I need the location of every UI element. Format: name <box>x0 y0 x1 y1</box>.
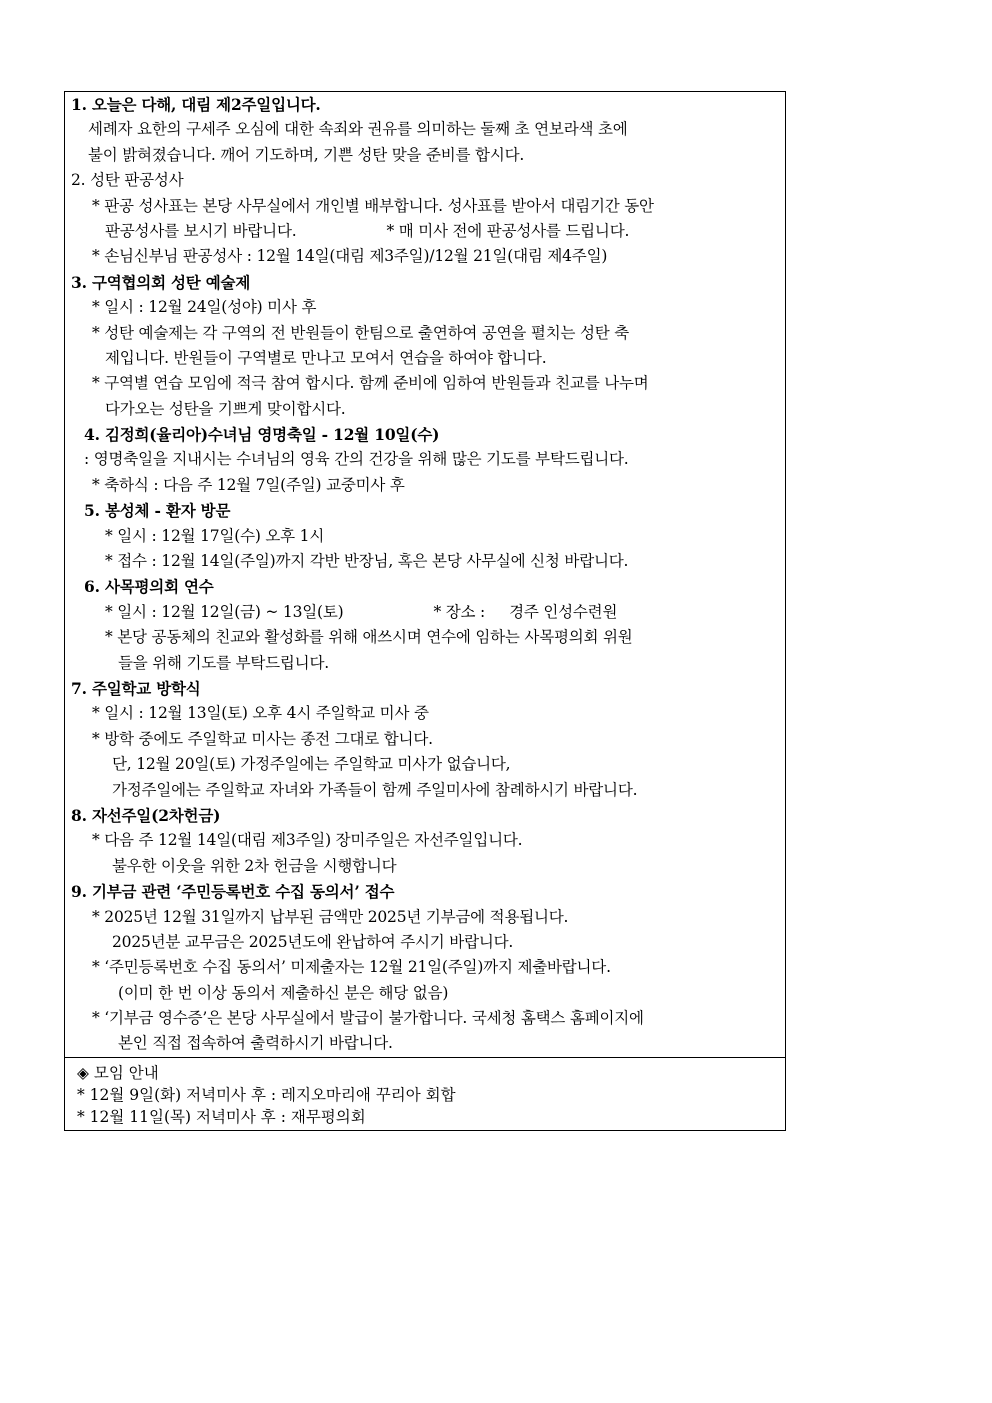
section-1-line-1: 세례자 요한의 구세주 오심에 대한 속죄와 권유를 의미하는 둘째 초 연보라색 초에 <box>88 120 628 139</box>
section-9-line-1: * 2025년 12월 31일까지 납부된 금액만 2025년 기부금에 적용됩니다. <box>92 907 569 926</box>
announcements <box>65 92 785 1058</box>
section-2-line-2 <box>71 219 777 244</box>
section-6-date: * 일시 : 12월 12일(금) ~ 13일(토) <box>105 602 344 621</box>
section-9-line-6: 본인 직접 접속하여 출력하시기 바랍니다. <box>118 1034 393 1053</box>
section-7-line-1: * 일시 : 12월 13일(토) 오후 4시 주일학교 미사 중 <box>92 704 429 723</box>
section-6-line-2: * 본당 공동체의 친교와 활성화를 위해 애쓰시며 연수에 임하는 사목평의회 위원 <box>105 628 633 647</box>
notice-box <box>64 91 786 1131</box>
section-3-line-4: * 구역별 연습 모임에 적극 참여 합시다. 함께 준비에 임하여 반원들과 친교를 나누며 <box>92 374 649 393</box>
section-6-place: 경주 인성수련원 <box>509 602 618 621</box>
meeting-item: * 12월 11일(목) 저녁미사 후 : 재무평의회 <box>77 1107 366 1126</box>
section-2-title: 2. 성탄 판공성사 <box>71 171 184 190</box>
section-2-line-3: * 손님신부님 판공성사 : 12월 14일(대림 제3주일)/12월 21일(대림 제4주일) <box>92 247 608 266</box>
section-6-title: 6. 사목평의회 연수 <box>84 577 214 597</box>
section-9-line-3: * ‘주민등록번호 수집 동의서’ 미제출자는 12월 21일(주일)까지 제출바랍니다. <box>92 958 611 977</box>
section-9-line-5: * ‘기부금 영수증’은 본당 사무실에서 발급이 불가합니다. 국세청 홈택스 홈페이지에 <box>92 1009 644 1028</box>
section-3-line-5: 다가오는 성탄을 기쁘게 맞이합시다. <box>105 399 346 418</box>
section-5-line-1: * 일시 : 12월 17일(수) 오후 1시 <box>105 526 325 545</box>
meeting-notice <box>65 1058 785 1130</box>
meeting-item: * 12월 9일(화) 저녁미사 후 : 레지오마리애 꾸리아 회합 <box>77 1085 456 1104</box>
section-5-title: 5. 봉성체 - 환자 방문 <box>84 501 231 521</box>
section-2-line-2a: 판공성사를 보시기 바랍니다. <box>105 221 297 240</box>
section-8-title: 8. 자선주일(2차헌금) <box>71 805 221 825</box>
section-7-title: 7. 주일학교 방학식 <box>71 678 201 698</box>
section-6-line-1 <box>71 600 777 625</box>
section-4-title: 4. 김정희(율리아)수녀님 영명축일 - 12월 10일(수) <box>84 425 440 445</box>
section-2-line-2b: * 매 미사 전에 판공성사를 드립니다. <box>386 221 630 240</box>
section-5-line-2: * 접수 : 12월 14일(주일)까지 각반 반장님, 혹은 본당 사무실에 신청 바랍니다. <box>105 552 629 571</box>
section-9-line-4: (이미 한 번 이상 동의서 제출하신 분은 해당 없음) <box>118 983 449 1002</box>
section-4-line-2: * 축하식 : 다음 주 12월 7일(주일) 교중미사 후 <box>92 475 405 494</box>
section-7-line-2: * 방학 중에도 주일학교 미사는 종전 그대로 합니다. <box>92 729 433 748</box>
section-8-line-2: 불우한 이웃을 위한 2차 헌금을 시행합니다 <box>112 856 397 875</box>
section-6-place-label: * 장소 : <box>433 602 486 621</box>
meeting-title: ◈ 모임 안내 <box>77 1063 159 1082</box>
section-2-line-1: * 판공 성사표는 본당 사무실에서 개인별 배부합니다. 성사표를 받아서 대림기간 동안 <box>92 196 654 215</box>
section-9-line-2: 2025년분 교무금은 2025년도에 완납하여 주시기 바랍니다. <box>112 932 514 951</box>
section-1-line-2: 불이 밝혀졌습니다. 깨어 기도하며, 기쁜 성탄 맞을 준비를 합시다. <box>88 145 525 164</box>
section-3-line-3: 제입니다. 반원들이 구역별로 만나고 모여서 연습을 하여야 합니다. <box>105 348 547 367</box>
section-1-title: 1. 오늘은 다해, 대림 제2주일입니다. <box>71 95 321 114</box>
section-7-line-3: 단, 12월 20일(토) 가정주일에는 주일학교 미사가 없습니다, <box>112 755 511 774</box>
section-6-line-3: 들을 위해 기도를 부탁드립니다. <box>118 653 329 672</box>
section-8-line-1: * 다음 주 12월 14일(대림 제3주일) 장미주일은 자선주일입니다. <box>92 831 523 850</box>
section-4-line-1: : 영명축일을 지내시는 수녀님의 영육 간의 건강을 위해 많은 기도를 부탁드립니다. <box>84 450 629 469</box>
section-7-line-4: 가정주일에는 주일학교 자녀와 가족들이 함께 주일미사에 참례하시기 바랍니다. <box>112 780 638 799</box>
section-3-line-2: * 성탄 예술제는 각 구역의 전 반원들이 한팀으로 출연하여 공연을 펼치는 성탄 축 <box>92 323 630 342</box>
section-9-title: 9. 기부금 관련 ‘주민등록번호 수집 동의서’ 접수 <box>71 882 395 902</box>
section-3-title: 3. 구역협의회 성탄 예술제 <box>71 272 251 292</box>
section-3-line-1: * 일시 : 12월 24일(성야) 미사 후 <box>92 298 317 317</box>
